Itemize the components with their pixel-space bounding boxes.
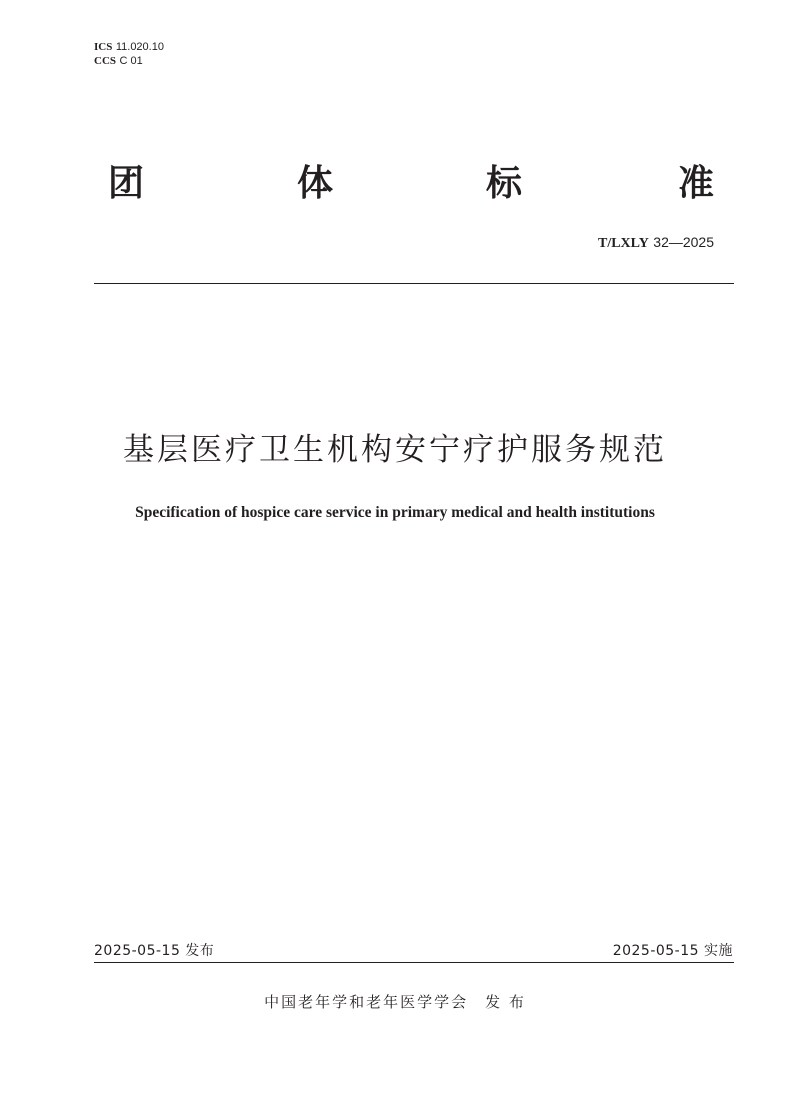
header-divider bbox=[94, 283, 734, 284]
issuer: 中国老年学和老年医学学会 发 布 bbox=[264, 993, 526, 1011]
classification-codes bbox=[94, 40, 164, 68]
ccs-value: C 01 bbox=[119, 55, 143, 67]
footer-divider bbox=[94, 962, 734, 963]
standard-type-char-3: 标 bbox=[486, 163, 523, 204]
standard-number bbox=[598, 234, 714, 252]
ccs-label: CCS bbox=[94, 55, 117, 67]
ics-label: ICS bbox=[94, 41, 113, 53]
standard-number-value: 32—2025 bbox=[653, 234, 714, 250]
ics-code bbox=[94, 40, 164, 54]
standard-type-char-2: 体 bbox=[297, 163, 334, 204]
standard-number-prefix: T/LXLY bbox=[597, 236, 649, 251]
standard-type-title bbox=[94, 162, 720, 206]
title-english: Specification of hospice care service in primary medical and health institutions bbox=[135, 504, 655, 521]
ccs-code bbox=[94, 54, 164, 68]
publish-date: 2025-05-15 发布 bbox=[94, 943, 215, 959]
ics-value: 11.020.10 bbox=[115, 41, 164, 53]
implement-date: 2025-05-15 实施 bbox=[612, 943, 733, 959]
title-chinese: 基层医疗卫生机构安宁疗护服务规范 bbox=[123, 432, 667, 468]
standard-type-char-1: 团 bbox=[108, 163, 145, 204]
standard-type-char-4: 准 bbox=[678, 163, 715, 204]
